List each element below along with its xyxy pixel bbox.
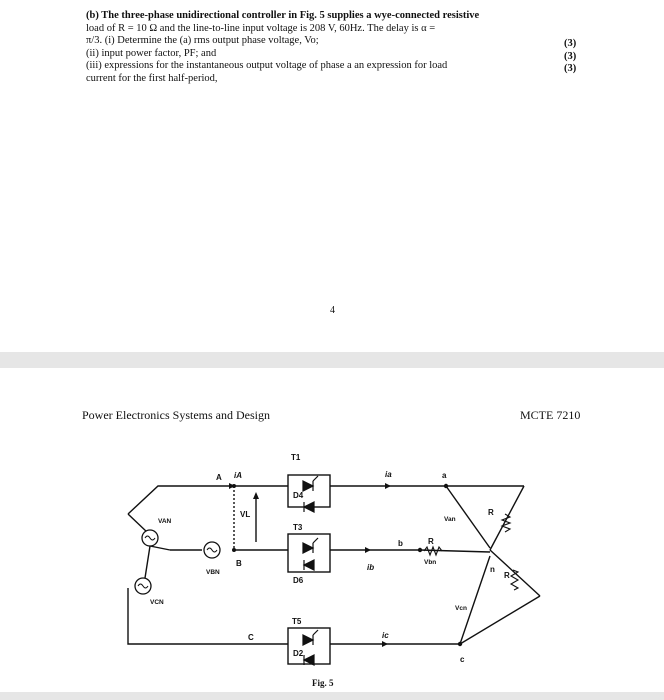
mark: (3) bbox=[564, 50, 577, 62]
label-a: a bbox=[442, 471, 447, 480]
label-B: B bbox=[236, 559, 242, 568]
diode-d6-icon bbox=[304, 560, 314, 570]
label-VAN: VAN bbox=[158, 518, 172, 525]
question-line: (iii) expressions for the instantaneous output voltage of phase a an expression for load bbox=[86, 60, 448, 72]
mark: (3) bbox=[564, 38, 577, 49]
switch-symbols bbox=[303, 476, 318, 665]
label-c: c bbox=[460, 655, 465, 664]
label-T1: T1 bbox=[291, 453, 301, 462]
label-D2: D2 bbox=[293, 649, 304, 658]
label-iA: iA bbox=[234, 471, 242, 480]
thyristor-t3-icon bbox=[303, 543, 313, 553]
label-ib: ib bbox=[367, 563, 375, 572]
thyristor-t5-icon bbox=[303, 635, 313, 645]
label-D6: D6 bbox=[293, 576, 304, 585]
question-line: (b) The three-phase unidirectional controller in Fig. 5 supplies a wye-connected resistive bbox=[86, 10, 480, 21]
label-VBN: VBN bbox=[206, 569, 220, 576]
label-R-c: R bbox=[504, 571, 510, 580]
resistor-a-icon bbox=[502, 514, 510, 532]
label-Vbn: Vbn bbox=[424, 559, 437, 566]
mark: (3) bbox=[564, 63, 577, 75]
page-number: 4 bbox=[330, 305, 335, 316]
question-line: load of R = 10 Ω and the line-to-line input voltage is 208 V, 60Hz. The delay is α = bbox=[86, 22, 436, 34]
diode-d4-icon bbox=[304, 502, 314, 512]
label-R-b: R bbox=[428, 537, 434, 546]
label-ic: ic bbox=[382, 631, 389, 640]
question-line: current for the first half-period, bbox=[86, 72, 218, 84]
label-b: b bbox=[398, 539, 403, 548]
label-VL: VL bbox=[240, 510, 251, 519]
label-D4: D4 bbox=[293, 491, 304, 500]
label-T3: T3 bbox=[293, 523, 303, 532]
label-Vcn: Vcn bbox=[455, 605, 467, 612]
label-VCN: VCN bbox=[150, 599, 164, 606]
question-line: π/3. (i) Determine the (a) rms output phase voltage, Vo; bbox=[86, 35, 319, 47]
label-A: A bbox=[216, 473, 222, 482]
label-Van: Van bbox=[444, 516, 456, 523]
figure-caption: Fig. 5 bbox=[312, 678, 334, 688]
header-left: Power Electronics Systems and Design bbox=[82, 408, 270, 422]
label-T5: T5 bbox=[292, 617, 302, 626]
header-right: MCTE 7210 bbox=[520, 408, 581, 422]
thyristor-t1-icon bbox=[303, 481, 313, 491]
circuit-wires bbox=[128, 475, 540, 664]
question-line: (ii) input power factor, PF; and bbox=[86, 47, 217, 59]
label-C: C bbox=[248, 633, 254, 642]
label-R-a: R bbox=[488, 508, 494, 517]
label-ia: ia bbox=[385, 470, 392, 479]
label-n: n bbox=[490, 565, 495, 574]
